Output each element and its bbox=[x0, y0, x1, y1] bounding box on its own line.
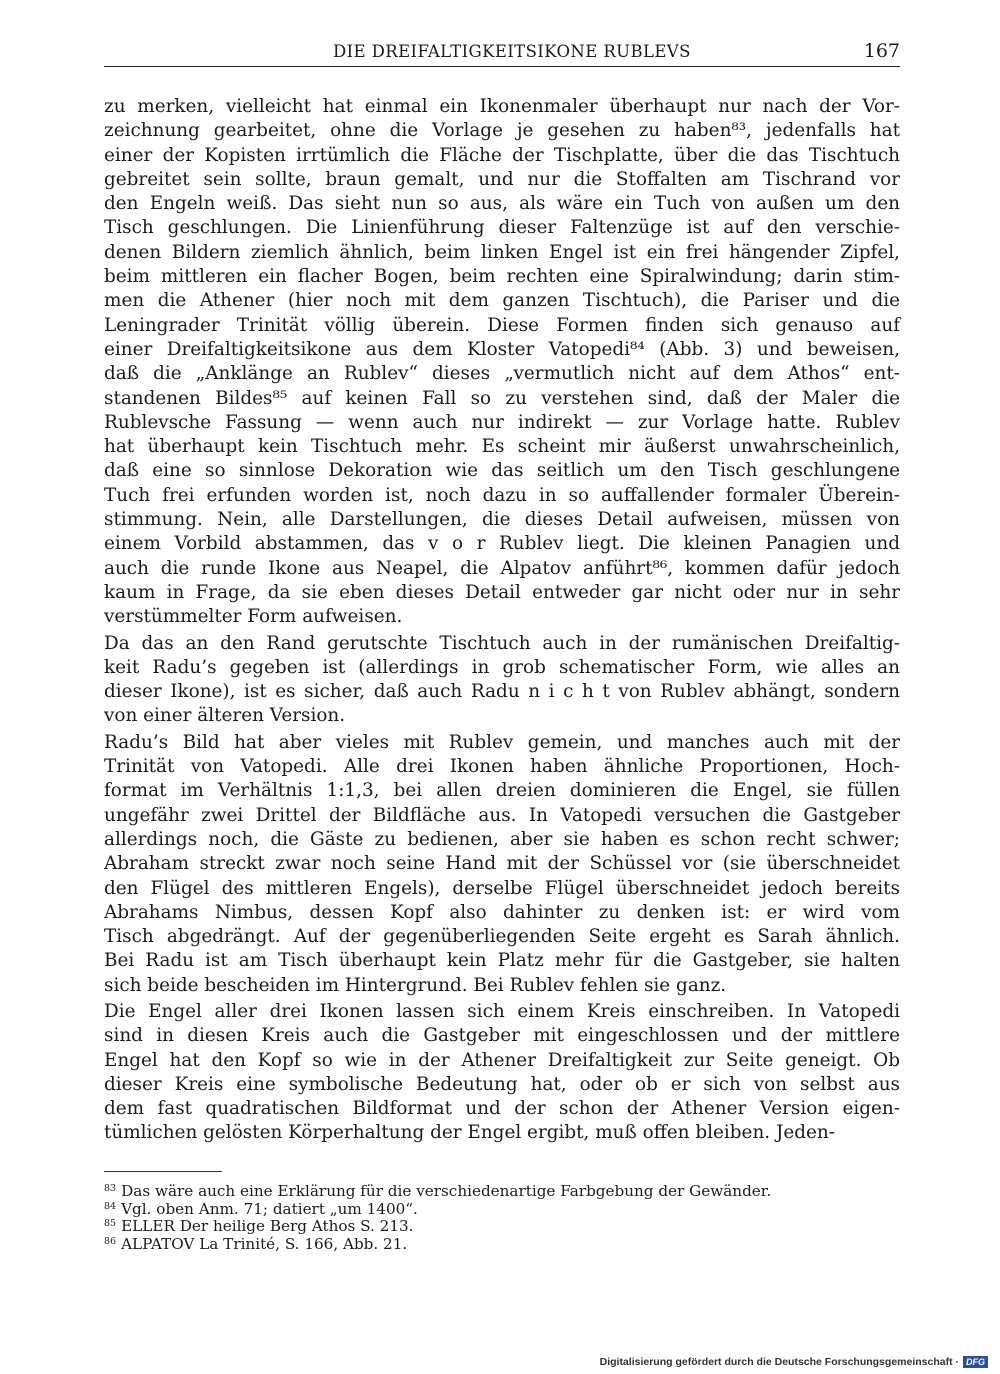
footnote bbox=[104, 1233, 904, 1251]
footnote-text: ALPATOV La Trinité, S. 166, Abb. 21. bbox=[121, 1234, 408, 1253]
text-line: dieser Kreis eine symbolische Bedeutung hat, oder ob er sich von selbst aus bbox=[104, 1073, 900, 1095]
text-line: einer Dreifaltigkeitsikone aus dem Kloster Vatopedi⁸⁴ (Abb. 3) und beweisen, bbox=[104, 338, 900, 360]
text-line: Leningrader Trinität völlig überein. Diese Formen finden sich genauso auf bbox=[104, 314, 900, 336]
text-line: Engel hat den Kopf so wie in der Athener Dreifaltigkeit zur Seite geneigt. Ob bbox=[104, 1049, 900, 1071]
footnote-number: 85 bbox=[104, 1218, 117, 1229]
text-line: einem Vorbild abstammen, das v o r Rublev liegt. Die kleinen Panagien und bbox=[104, 533, 900, 555]
text-line: Rublevsche Fassung — wenn auch nur indirekt — zur Vorlage hatte. Rublev bbox=[104, 411, 900, 433]
text-line: beim mittleren ein flacher Bogen, beim rechten eine Spiralwindung; darin stim- bbox=[104, 266, 900, 288]
text-line: Trinität von Vatopedi. Alle drei Ikonen haben ähnliche Proportionen, Hoch- bbox=[104, 756, 900, 778]
text-line: gebreitet sein sollte, braun gemalt, und nur die Stoffalten am Tischrand vor bbox=[104, 168, 900, 190]
text-line: men die Athener (hier noch mit dem ganzen Tischtuch), die Pariser und die bbox=[104, 290, 900, 312]
text-line: kaum in Frage, da sie eben dieses Detail entweder gar nicht oder nur in sehr bbox=[104, 581, 900, 603]
running-title: DIE DREIFALTIGKEITSIKONE RUBLEVS bbox=[333, 42, 691, 61]
footnote bbox=[104, 1180, 904, 1198]
text-line: von einer älteren Version. bbox=[104, 705, 346, 727]
text-line: Abrahams Nimbus, dessen Kopf also dahinter zu denken ist: er wird vom bbox=[104, 901, 900, 923]
footnote bbox=[104, 1215, 904, 1233]
body-text bbox=[104, 95, 900, 1148]
text-line: Bei Radu ist am Tisch überhaupt kein Platz mehr für die Gastgeber, sie halten bbox=[104, 950, 900, 972]
dfg-logo: DFG bbox=[963, 1356, 988, 1368]
text-line: einer der Kopisten irrtümlich die Fläche der Tischplatte, über die das Tischtuch bbox=[104, 144, 900, 166]
text-line: den Engeln weiß. Das sieht nun so aus, als wäre ein Tuch von außen um den bbox=[104, 193, 900, 215]
text-line: zu merken, vielleicht hat einmal ein Ikonenmaler überhaupt nur nach der Vor- bbox=[104, 96, 900, 117]
page-number: 167 bbox=[863, 40, 900, 62]
text-line: denen Bildern ziemlich ähnlich, beim linken Engel ist ein frei hängender Zipfel, bbox=[104, 241, 900, 263]
footnote-text: Das wäre auch eine Erklärung für die verschiedenartige Farbgebung der Gewänder. bbox=[121, 1182, 772, 1200]
credit-text: Digitalisierung gefördert durch die Deutsche Forschungsgemeinschaft · bbox=[599, 1356, 959, 1368]
text-line: standenen Bildes⁸⁵ auf keinen Fall so zu verstehen sind, daß der Maler die bbox=[104, 387, 900, 409]
text-line: den Flügel des mittleren Engels), derselbe Flügel überschneidet jedoch bereits bbox=[104, 877, 900, 899]
text-line: tümlichen gelösten Körperhaltung der Engel ergibt, muß offen bleiben. Jeden- bbox=[104, 1122, 835, 1144]
text-line: sind in diesen Kreis auch die Gastgeber mit eingeschlossen und der mittlere bbox=[104, 1025, 900, 1047]
footnote-text: ELLER Der heilige Berg Athos S. 213. bbox=[121, 1217, 414, 1235]
text-line: hat überhaupt kein Tischtuch mehr. Es scheint mir äußerst unwahrscheinlich, bbox=[104, 436, 900, 458]
footnote-number: 86 bbox=[104, 1235, 117, 1247]
paragraph bbox=[104, 632, 900, 729]
text-line: ungefähr zwei Drittel der Bildfläche aus. In Vatopedi versuchen die Gastgeber bbox=[104, 804, 900, 826]
text-line: daß die „Anklänge an Rublev“ dieses „vermutlich nicht auf dem Athos“ ent- bbox=[104, 363, 900, 385]
text-line: auch die runde Ikone aus Neapel, die Alpatov anführt⁸⁶, kommen dafür jedoch bbox=[104, 557, 900, 579]
text-line: Da das an den Rand gerutschte Tischtuch auch in der rumänischen Dreifaltig- bbox=[104, 632, 900, 654]
text-line: dem fast quadratischen Bildformat und der schon der Athener Version eigen- bbox=[104, 1098, 900, 1120]
paragraph bbox=[104, 1000, 900, 1146]
text-line: stimmung. Nein, alle Darstellungen, die dieses Detail aufweisen, müssen von bbox=[104, 509, 900, 531]
paragraph bbox=[104, 95, 900, 630]
text-line: format im Verhältnis 1:1,3, bei allen dreien dominieren die Engel, sie füllen bbox=[104, 780, 900, 802]
footnote bbox=[104, 1198, 904, 1216]
text-line: Abraham streckt zwar noch seine Hand mit der Schüssel vor (sie überschneidet bbox=[104, 853, 900, 875]
text-line: Radu’s Bild hat aber vieles mit Rublev gemein, und manches auch mit der bbox=[104, 731, 900, 753]
text-line: Tisch geschlungen. Die Linienführung dieser Faltenzüge ist auf den verschie- bbox=[104, 217, 900, 239]
text-line: daß eine so sinnlose Dekoration wie das seitlich um den Tisch geschlungene bbox=[104, 460, 900, 482]
digitization-credit bbox=[600, 1356, 988, 1368]
footnote-rule bbox=[104, 1171, 222, 1172]
text-line: Die Engel aller drei Ikonen lassen sich einem Kreis einschreiben. In Vatopedi bbox=[104, 1000, 900, 1022]
footnote-text: Vgl. oben Anm. 71; datiert „um 1400“. bbox=[121, 1199, 418, 1218]
text-line: zeichnung gearbeitet, ohne die Vorlage je gesehen zu haben⁸³, jedenfalls hat bbox=[104, 120, 900, 142]
text-line: Tuch frei erfunden worden ist, noch dazu in so auffallender formaler Überein- bbox=[104, 484, 900, 506]
text-line: sich beide bescheiden im Hintergrund. Bei Rublev fehlen sie ganz. bbox=[104, 974, 727, 996]
text-line: allerdings noch, die Gäste zu bedienen, aber sie haben es schon recht schwer; bbox=[104, 828, 900, 850]
running-head bbox=[104, 40, 900, 67]
text-line: verstümmelter Form aufweisen. bbox=[104, 606, 403, 628]
footnote-number: 83 bbox=[104, 1183, 117, 1194]
paragraph bbox=[104, 731, 900, 998]
footnote-number: 84 bbox=[104, 1200, 117, 1212]
footnotes bbox=[104, 1180, 904, 1253]
text-line: keit Radu’s gegeben ist (allerdings in grob schematischer Form, wie alles an bbox=[104, 656, 900, 678]
text-line: dieser Ikone), ist es sicher, daß auch Radu n i c h t von Rublev abhängt, sondern bbox=[104, 681, 900, 703]
text-line: Tisch abgedrängt. Auf der gegenüberliegenden Seite ergeht es Sarah ähnlich. bbox=[104, 926, 900, 948]
